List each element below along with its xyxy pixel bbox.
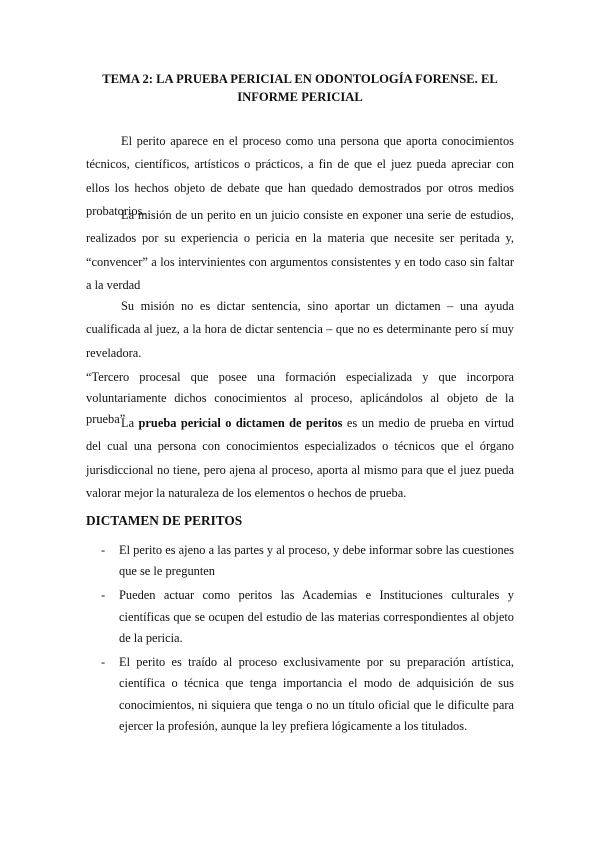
list-item [86,540,514,583]
list-item-text: Pueden actuar como peritos las Academias e Instituciones culturales y científicas que se ocupen del estudio de las materias correspondientes al objeto de la pericia. [119,588,514,646]
paragraph-dictamen: Su misión no es dictar sentencia, sino aportar un dictamen – una ayuda cualificada al juez, a la hora de dictar sentencia – que no es determinante pero sí muy reveladora. [86,299,514,360]
paragraph-prueba-pericial [86,412,514,505]
quote-definition: “Tercero procesal que posee una formación especializada y que incorpora voluntariamente dichos conocimientos al proceso, aplicándolos al objeto de la prueba” [86,370,514,426]
document-title: TEMA 2: LA PRUEBA PERICIAL EN ODONTOLOGÍA FORENSE. EL INFORME PERICIAL [102,72,498,104]
list-item-text: El perito es ajeno a las partes y al proceso, y debe informar sobre las cuestiones que se le pregunten [119,543,514,579]
bullet-dash: - [101,543,106,557]
list-item [86,585,514,649]
list-item-text: El perito es traído al proceso exclusivamente por su preparación artística, científica o técnica que tenga importancia el modo de adquisición de sus conocimientos, ni siquiera que tenga o no un título oficial que le dificulte para ejercer la profesión, aunque la ley prefiera lógicamente a los titulados. [119,655,514,734]
section-heading: DICTAMEN DE PERITOS [86,513,243,528]
bullet-dash: - [101,588,106,603]
paragraph-mision: La misión de un perito en un juicio consiste en exponer una serie de estudios, realizados por su experiencia o pericia en la materia que necesite ser peritada y, “convencer” a los intervinientes con argumentos consistentes y en todo caso sin faltar a la verdad [86,208,514,292]
definition-prefix: La [121,416,139,430]
definition-rest: es un medio de prueba en virtud del cual una persona con conocimientos especializados o técnicos que el órgano jurisdiccional no tiene, pero ajena al proceso, aporta al mismo para que el juez pueda valorar mejor la naturaleza de los elementos o hechos de prueba. [86,416,514,500]
paragraph-perito-intro: El perito aparece en el proceso como una persona que aporta conocimientos técnicos, científicos, artísticos o prácticos, a fin de que el juez pueda apreciar con ellos los hechos objeto de debate que han quedado demostrados por otros medios probatorios. [86,134,514,218]
dictamen-list [86,540,514,740]
bullet-dash: - [101,655,106,670]
definition-term: prueba pericial o dictamen de peritos [138,416,343,430]
list-item [86,652,514,738]
